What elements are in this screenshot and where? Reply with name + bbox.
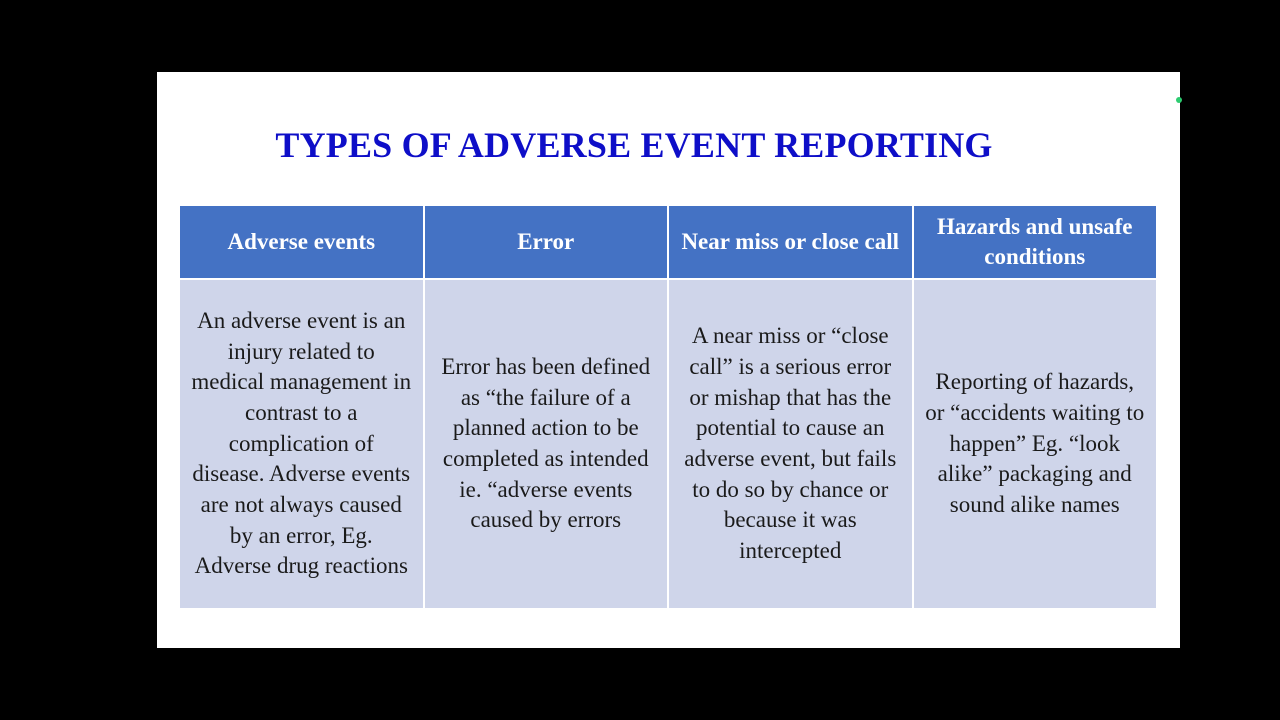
pointer-dot-icon [1176, 97, 1182, 103]
cell-adverse-events-definition: An adverse event is an injury related to medical management in contrast to a complication of disease. Adverse events are not always caused by an error, Eg. Adverse drug reactions [179, 279, 424, 609]
cell-error-definition: Error has been defined as “the failure of a planned action to be completed as intended ie. “adverse events caused by errors [424, 279, 669, 609]
header-hazards: Hazards and unsafe conditions [913, 205, 1158, 279]
slide-title: TYPES OF ADVERSE EVENT REPORTING [275, 125, 993, 165]
table-header-row [179, 205, 1157, 279]
header-adverse-events: Adverse events [179, 205, 424, 279]
table-row [179, 279, 1157, 609]
cell-near-miss-definition: A near miss or “close call” is a serious error or mishap that has the potential to cause an adverse event, but fails to do so by chance or because it was intercepted [668, 279, 913, 609]
reporting-types-table [178, 204, 1158, 610]
header-error: Error [424, 205, 669, 279]
cell-hazards-definition: Reporting of hazards, or “accidents waiting to happen” Eg. “look alike” packaging and sound alike names [913, 279, 1158, 609]
adverse-event-table [178, 204, 1158, 610]
header-near-miss: Near miss or close call [668, 205, 913, 279]
